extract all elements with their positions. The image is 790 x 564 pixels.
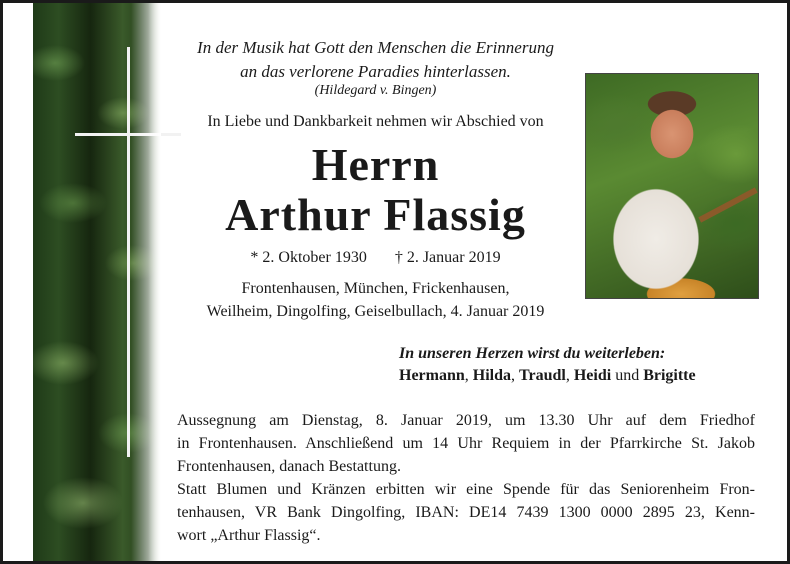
life-dates xyxy=(163,249,588,267)
places-line-2: Weilheim, Dingolfing, Geiselbullach, 4. Januar 2019 xyxy=(206,303,545,320)
cross-icon xyxy=(127,47,130,457)
memorial-quote xyxy=(163,36,588,84)
quote-line-2: an das verlorene Paradies hinterlassen. xyxy=(240,62,511,81)
survivor-name: Hermann xyxy=(399,367,465,384)
farewell-intro: In Liebe und Dankbarkeit nehmen wir Abschied von xyxy=(207,113,544,130)
places-line-1: Frontenhausen, München, Frickenhausen, xyxy=(241,280,510,297)
conjunction: und xyxy=(615,367,640,384)
body-line: Frontenhausen, danach Bestattung. xyxy=(177,458,401,475)
forest-photo-strip xyxy=(33,3,161,561)
body-line: Statt Blumen und Kränzen erbitten wir eine Spende für das Seniorenheim Fron- xyxy=(177,481,755,498)
portrait-photo xyxy=(585,73,759,299)
survivor-name: Heidi xyxy=(573,367,612,384)
quote-line-1: In der Musik hat Gott den Menschen die Erinnerung xyxy=(197,38,554,57)
death-date: † 2. Januar 2019 xyxy=(394,249,501,266)
birth-date: * 2. Oktober 1930 xyxy=(250,249,367,266)
mandolin-neck xyxy=(698,187,757,222)
survivor-name: Brigitte xyxy=(643,367,696,384)
survivors-intro: In unseren Herzen wirst du weiterleben: xyxy=(399,345,666,362)
body-line: tenhausen, VR Bank Dingolfing, IBAN: DE14 7439 1300 0000 2895 23, Kenn- xyxy=(177,504,755,521)
body-line: wort „Arthur Flassig“. xyxy=(177,527,321,544)
funeral-details xyxy=(177,409,755,547)
body-line: in Frontenhausen. Anschließend um 14 Uhr Requiem in der Pfarrkirche St. Jakob xyxy=(177,435,755,452)
survivor-name: Traudl xyxy=(519,367,566,384)
salutation: Herrn xyxy=(311,139,440,190)
body-line: Aussegnung am Dienstag, 8. Januar 2019, um 13.30 Uhr auf dem Friedhof xyxy=(177,412,755,429)
quote-source: (Hildegard v. Bingen) xyxy=(314,83,437,98)
cross-icon-bar xyxy=(75,133,181,136)
deceased-name: Arthur Flassig xyxy=(225,189,526,240)
survivor-name: Hilda xyxy=(472,367,512,384)
places-and-date xyxy=(163,277,588,323)
survivors-names: Hermann, Hilda, Traudl, Heidi und Brigitte xyxy=(399,367,696,384)
